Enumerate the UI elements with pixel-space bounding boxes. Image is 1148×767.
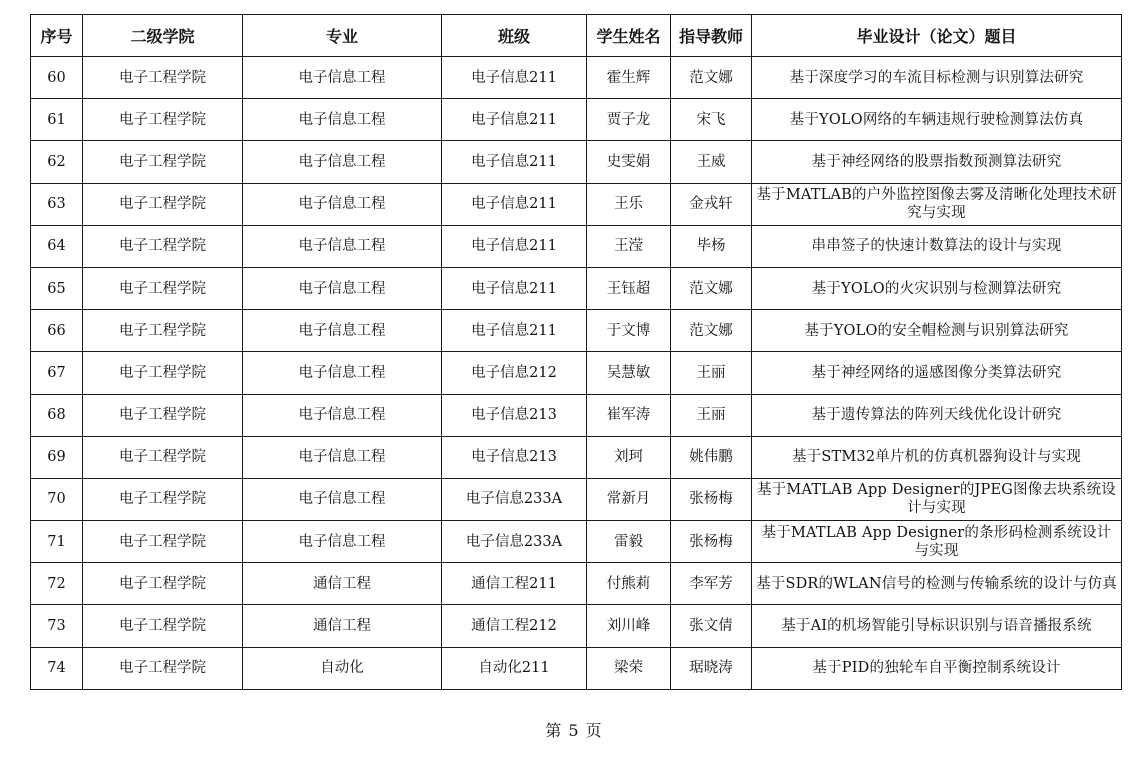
cell-index: 72 xyxy=(31,563,83,605)
cell-index: 66 xyxy=(31,310,83,352)
header-index: 序号 xyxy=(31,15,83,57)
cell-major: 电子信息工程 xyxy=(243,57,442,99)
cell-thesis-topic: 基于神经网络的股票指数预测算法研究 xyxy=(752,141,1122,183)
table-row xyxy=(31,352,1122,394)
cell-college: 电子工程学院 xyxy=(83,436,243,478)
cell-student-name: 吴慧敏 xyxy=(587,352,671,394)
header-college: 二级学院 xyxy=(83,15,243,57)
cell-class: 通信工程212 xyxy=(442,605,587,647)
cell-thesis-topic: 基于神经网络的遥感图像分类算法研究 xyxy=(752,352,1122,394)
cell-major: 电子信息工程 xyxy=(243,478,442,520)
cell-class: 电子信息211 xyxy=(442,225,587,267)
cell-college: 电子工程学院 xyxy=(83,563,243,605)
header-major: 专业 xyxy=(243,15,442,57)
table-row xyxy=(31,310,1122,352)
cell-thesis-topic: 基于AI的机场智能引导标识识别与语音播报系统 xyxy=(752,605,1122,647)
table-row xyxy=(31,225,1122,267)
cell-index: 62 xyxy=(31,141,83,183)
cell-class: 自动化211 xyxy=(442,647,587,689)
cell-class: 电子信息212 xyxy=(442,352,587,394)
cell-class: 电子信息211 xyxy=(442,141,587,183)
cell-major: 自动化 xyxy=(243,647,442,689)
cell-major: 电子信息工程 xyxy=(243,141,442,183)
cell-class: 电子信息211 xyxy=(442,57,587,99)
cell-thesis-topic: 基于遗传算法的阵列天线优化设计研究 xyxy=(752,394,1122,436)
cell-thesis-topic: 基于YOLO的火灾识别与检测算法研究 xyxy=(752,267,1122,309)
cell-college: 电子工程学院 xyxy=(83,310,243,352)
cell-student-name: 常新月 xyxy=(587,478,671,520)
cell-thesis-topic: 基于STM32单片机的仿真机器狗设计与实现 xyxy=(752,436,1122,478)
cell-advisor: 王丽 xyxy=(671,352,752,394)
cell-index: 63 xyxy=(31,183,83,225)
page-number: 第 5 页 xyxy=(545,721,603,740)
cell-advisor: 李军芳 xyxy=(671,563,752,605)
cell-major: 电子信息工程 xyxy=(243,521,442,563)
cell-student-name: 雷毅 xyxy=(587,521,671,563)
cell-major: 电子信息工程 xyxy=(243,436,442,478)
cell-major: 电子信息工程 xyxy=(243,183,442,225)
cell-class: 电子信息211 xyxy=(442,310,587,352)
cell-student-name: 霍生辉 xyxy=(587,57,671,99)
table-row xyxy=(31,57,1122,99)
cell-thesis-topic: 基于MATLAB App Designer的JPEG图像去块系统设计与实现 xyxy=(752,478,1122,520)
cell-advisor: 姚伟鹏 xyxy=(671,436,752,478)
cell-index: 65 xyxy=(31,267,83,309)
cell-student-name: 刘川峰 xyxy=(587,605,671,647)
cell-major: 电子信息工程 xyxy=(243,99,442,141)
cell-college: 电子工程学院 xyxy=(83,57,243,99)
table-row xyxy=(31,647,1122,689)
cell-college: 电子工程学院 xyxy=(83,225,243,267)
cell-thesis-topic: 基于MATLAB App Designer的条形码检测系统设计与实现 xyxy=(752,521,1122,563)
cell-class: 通信工程211 xyxy=(442,563,587,605)
cell-class: 电子信息233A xyxy=(442,478,587,520)
table-row xyxy=(31,267,1122,309)
cell-advisor: 张文倩 xyxy=(671,605,752,647)
cell-advisor: 王威 xyxy=(671,141,752,183)
cell-major: 通信工程 xyxy=(243,605,442,647)
cell-index: 60 xyxy=(31,57,83,99)
cell-major: 电子信息工程 xyxy=(243,267,442,309)
table-row xyxy=(31,183,1122,225)
header-row xyxy=(31,15,1122,57)
cell-student-name: 于文博 xyxy=(587,310,671,352)
cell-index: 67 xyxy=(31,352,83,394)
cell-student-name: 王钰超 xyxy=(587,267,671,309)
table-row xyxy=(31,563,1122,605)
cell-college: 电子工程学院 xyxy=(83,99,243,141)
cell-thesis-topic: 基于深度学习的车流目标检测与识别算法研究 xyxy=(752,57,1122,99)
cell-class: 电子信息213 xyxy=(442,436,587,478)
cell-index: 73 xyxy=(31,605,83,647)
cell-index: 74 xyxy=(31,647,83,689)
cell-student-name: 刘珂 xyxy=(587,436,671,478)
cell-index: 69 xyxy=(31,436,83,478)
cell-class: 电子信息233A xyxy=(442,521,587,563)
cell-major: 电子信息工程 xyxy=(243,310,442,352)
cell-student-name: 史雯娟 xyxy=(587,141,671,183)
cell-index: 61 xyxy=(31,99,83,141)
cell-student-name: 付熊莉 xyxy=(587,563,671,605)
table-row xyxy=(31,141,1122,183)
header-thesis-topic: 毕业设计（论文）题目 xyxy=(752,15,1122,57)
cell-thesis-topic: 基于YOLO的安全帽检测与识别算法研究 xyxy=(752,310,1122,352)
cell-thesis-topic: 基于YOLO网络的车辆违规行驶检测算法仿真 xyxy=(752,99,1122,141)
cell-advisor: 张杨梅 xyxy=(671,478,752,520)
table-row xyxy=(31,436,1122,478)
cell-class: 电子信息211 xyxy=(442,267,587,309)
cell-college: 电子工程学院 xyxy=(83,478,243,520)
cell-student-name: 贾子龙 xyxy=(587,99,671,141)
cell-advisor: 王丽 xyxy=(671,394,752,436)
cell-thesis-topic: 串串签子的快速计数算法的设计与实现 xyxy=(752,225,1122,267)
table-row xyxy=(31,99,1122,141)
cell-student-name: 王乐 xyxy=(587,183,671,225)
cell-class: 电子信息213 xyxy=(442,394,587,436)
cell-advisor: 张杨梅 xyxy=(671,521,752,563)
cell-thesis-topic: 基于MATLAB的户外监控图像去雾及清晰化处理技术研究与实现 xyxy=(752,183,1122,225)
cell-major: 通信工程 xyxy=(243,563,442,605)
cell-college: 电子工程学院 xyxy=(83,267,243,309)
table-row xyxy=(31,394,1122,436)
table-header xyxy=(31,15,1122,57)
cell-college: 电子工程学院 xyxy=(83,521,243,563)
cell-index: 64 xyxy=(31,225,83,267)
cell-college: 电子工程学院 xyxy=(83,394,243,436)
cell-class: 电子信息211 xyxy=(442,99,587,141)
thesis-topic-table xyxy=(30,14,1122,690)
cell-major: 电子信息工程 xyxy=(243,225,442,267)
header-advisor: 指导教师 xyxy=(671,15,752,57)
cell-advisor: 范文娜 xyxy=(671,57,752,99)
table-row xyxy=(31,521,1122,563)
cell-student-name: 崔军涛 xyxy=(587,394,671,436)
cell-college: 电子工程学院 xyxy=(83,647,243,689)
thesis-topic-table-container xyxy=(30,14,1122,690)
cell-college: 电子工程学院 xyxy=(83,141,243,183)
header-class: 班级 xyxy=(442,15,587,57)
cell-advisor: 宋飞 xyxy=(671,99,752,141)
cell-index: 68 xyxy=(31,394,83,436)
table-row xyxy=(31,605,1122,647)
header-student-name: 学生姓名 xyxy=(587,15,671,57)
cell-student-name: 王滢 xyxy=(587,225,671,267)
table-body xyxy=(31,57,1122,690)
cell-advisor: 范文娜 xyxy=(671,267,752,309)
cell-class: 电子信息211 xyxy=(442,183,587,225)
cell-college: 电子工程学院 xyxy=(83,352,243,394)
cell-college: 电子工程学院 xyxy=(83,183,243,225)
cell-advisor: 范文娜 xyxy=(671,310,752,352)
cell-student-name: 梁荣 xyxy=(587,647,671,689)
cell-major: 电子信息工程 xyxy=(243,394,442,436)
cell-thesis-topic: 基于PID的独轮车自平衡控制系统设计 xyxy=(752,647,1122,689)
cell-college: 电子工程学院 xyxy=(83,605,243,647)
cell-advisor: 金戎轩 xyxy=(671,183,752,225)
cell-index: 71 xyxy=(31,521,83,563)
table-row xyxy=(31,478,1122,520)
cell-index: 70 xyxy=(31,478,83,520)
cell-advisor: 毕杨 xyxy=(671,225,752,267)
cell-major: 电子信息工程 xyxy=(243,352,442,394)
cell-advisor: 琚晓涛 xyxy=(671,647,752,689)
cell-thesis-topic: 基于SDR的WLAN信号的检测与传输系统的设计与仿真 xyxy=(752,563,1122,605)
